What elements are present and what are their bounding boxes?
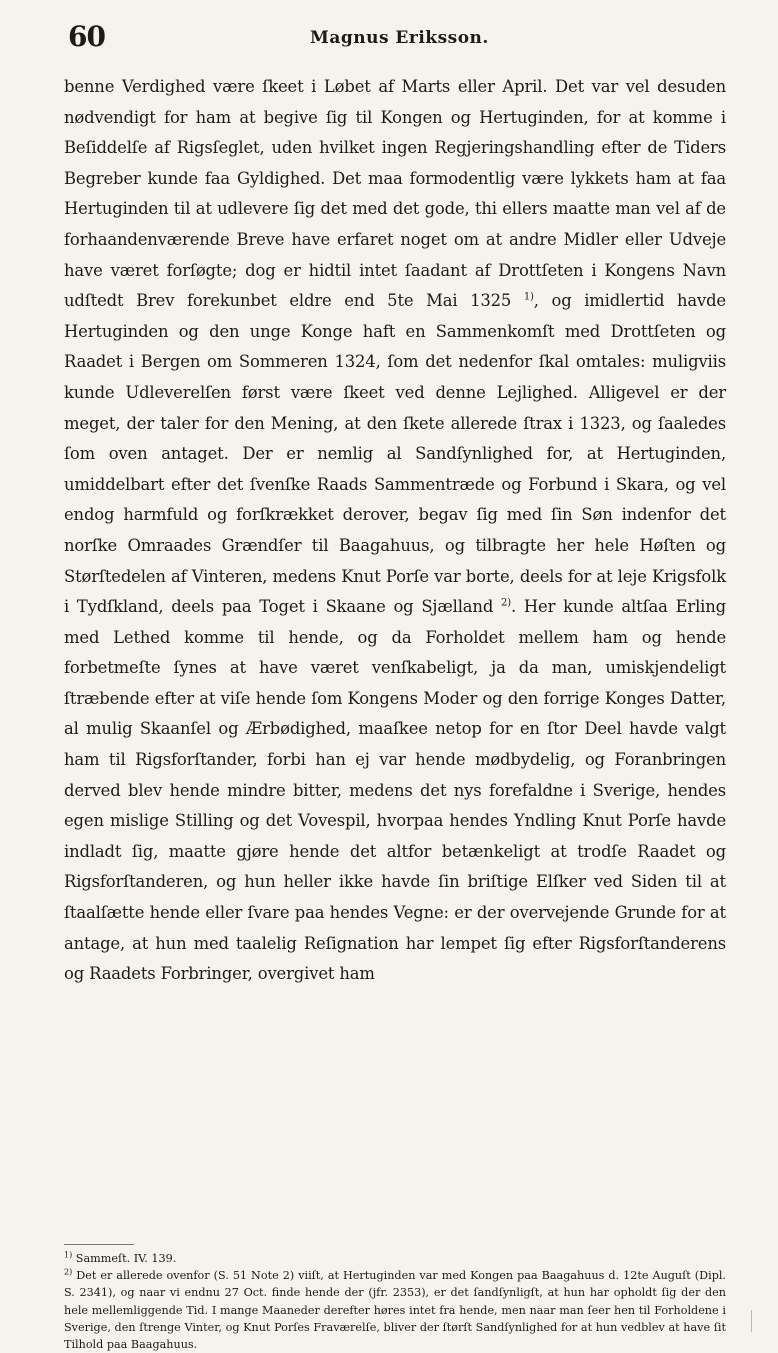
paragraph-segment: benne Verdighed være ſkeet i Løbet af Marts eller April. Det var vel desuden nødvendigt for ham at begive ſig til Kongen og Hertuginden, for at komme i Beſiddelſe af Rigsſeglet, uden hvilket ingen Regjeringshandling efter de Tiders Begreber kunde faa Gyldighed. Det maa formodentlig være lykkets ham at faa Hertuginden til at udlevere ſig det med det gode, thi ellers maatte man vel af de forhaandenværende Breve have erfaret noget om at andre Midler eller Udveje have været forſøgte; dog er hidtil intet ſaadant af Drottſeten i Kongens Navn udſtedt Brev forekunbet eldre end 5te Mai 1325 (64, 77, 726, 311)
page-header (68, 20, 723, 60)
footnote (64, 1250, 726, 1267)
paragraph-segment: . Her kunde altſaa Erling med Lethed komme til hende, og da Forholdet mellem ham og hende forbetmeſte ſynes at have været venſkabeligt, ja da man, umiskjendeligt ſtræbende efter at viſe hende ſom Kongens Moder og den forrige Konges Datter, al mulig Skaanſel og Ærbødighed, maaſkee netop for en ſtor Deel havde valgt ham til Rigsforſtander, forbi han ej var hende mødbydelig, og Foranbringen derved blev hende mindre bitter, medens det nys forefaldne i Sverige, hendes egen mislige Stilling og det Vovespil, hvorpaa hendes Yndling Knut Porſe havde indladt ſig, maatte gjøre hende det altfor betænkeligt at trodſe Raadet og Rigsforſtanderen, og hun heller ikke havde ſin briſtige Elſker ved Siden til at ſtaalſætte hende eller ſvare paa hendes Vegne: er der overvejende Grunde for at antage, at hun med taalelig Reſignation har lempet ſig efter Rigsforſtanderens og Raadets Forbringer, overgivet ham (64, 597, 726, 984)
main-text (64, 72, 726, 990)
footnote-mark: 1) (64, 1250, 73, 1260)
main-paragraph (64, 72, 726, 990)
page-number: 60 (68, 20, 105, 53)
footnote-reference: 2) (501, 597, 511, 609)
running-head: Magnus Eriksson. (310, 28, 489, 48)
footnote (64, 1267, 726, 1353)
footnote-mark: 2) (64, 1267, 73, 1277)
footnote-reference: 1) (523, 291, 534, 303)
footnote-divider (64, 1244, 134, 1245)
footnote-text: Det er allerede ovenfor (S. 51 Note 2) viiſt, at Hertuginden var med Kongen paa Baagahuus d. 12te Auguſt (Dipl. S. 2341), og naar vi endnu 27 Oct. finde hende der (jfr. 2353), er det ſandſynligſt, at hun har opholdt ſig der den hele mellemliggende Tid. I mange Maaneder derefter høres intet fra hende, men naar man ſeer hen til Forholdene i Sverige, den ſtrenge Vinter, og Knut Porſes Fraværelſe, bliver der ſtørſt Sandſynlighed for at hun vedblev at have ſit Tilhold paa Baagahuus. (64, 1269, 726, 1352)
paragraph-segment: , og imidlertid havde Hertuginden og den unge Konge haft en Sammenkomſt med Drottſeten og Raadet i Bergen om Sommeren 1324, ſom det nedenfor ſkal omtales: muligviis kunde Udleverelſen først være ſkeet ved denne Lejlighed. Alligevel er der meget, der taler for den Mening, at den ſkete allerede ſtrax i 1323, og ſaaledes ſom oven antaget. Der er nemlig al Sandſynlighed for, at Hertuginden, umiddelbart efter det ſvenſke Raads Sammentræde og Forbund i Skara, og vel endog harmfuld og forſkrækket derover, begav ſig med ſin Søn indenfor det norſke Omraades Grændſer til Baagahuus, og tilbragte her hele Høſten og Størſtedelen af Vinteren, medens Knut Porſe var borte, deels for at leje Krigsfolk i Tydſkland, deels paa Toget i Skaane og Sjælland (64, 291, 726, 617)
scan-edge-mark (751, 1310, 752, 1332)
footnote-text: Sammeſt. IV. 139. (75, 1252, 177, 1265)
